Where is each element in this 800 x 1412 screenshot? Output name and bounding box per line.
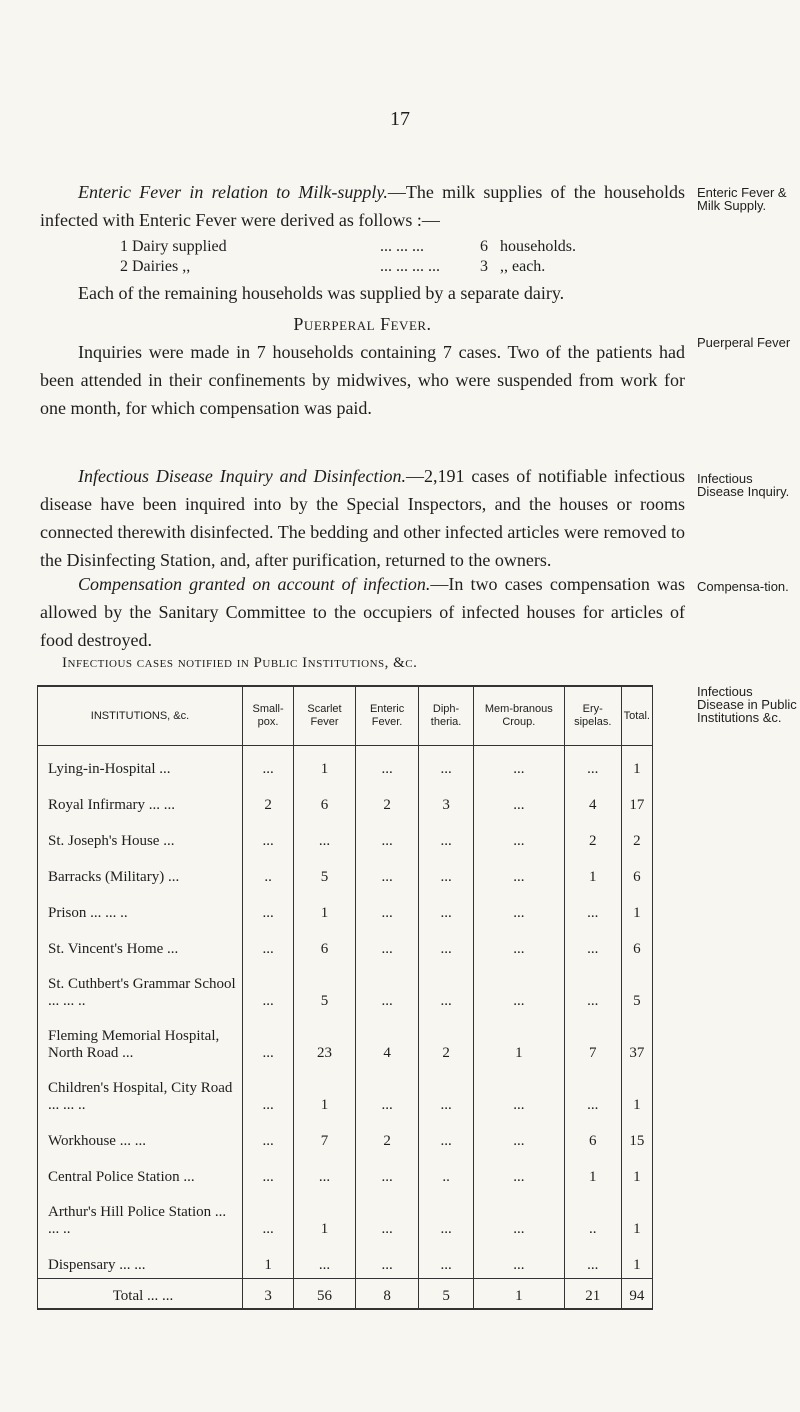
table-cell: 56 xyxy=(294,1279,356,1310)
table-cell: ... xyxy=(564,1242,621,1279)
institution-name: Arthur's Hill Police Station ... ... .. xyxy=(38,1190,243,1242)
col-header: INSTITUTIONS, &c. xyxy=(38,686,243,746)
table-cell: 2 xyxy=(355,782,418,818)
table-cell: 4 xyxy=(564,782,621,818)
table-cell: ... xyxy=(243,1118,294,1154)
table-cell: ... xyxy=(564,962,621,1014)
col-header: Ery-sipelas. xyxy=(564,686,621,746)
institution-name: Total ... ... xyxy=(38,1279,243,1310)
remaining-households-text: Each of the remaining households was supplied by a separate dairy. xyxy=(78,283,565,303)
table-cell: ... xyxy=(355,746,418,783)
table-cell: ... xyxy=(243,746,294,783)
table-cell: 6 xyxy=(294,782,356,818)
table-cell: ... xyxy=(564,890,621,926)
margin-note-institutions: Infectious Disease in Public Institutions &c. xyxy=(697,684,797,725)
table-cell: 21 xyxy=(564,1279,621,1310)
table-cell: 4 xyxy=(355,1014,418,1066)
compensation-text: —In two cases compensation was allowed by the Sanitary Committee to the occupiers of infected houses for articles of food destroyed. xyxy=(40,574,685,650)
table-cell: .. xyxy=(243,854,294,890)
table-row xyxy=(38,818,653,854)
table-cell: 15 xyxy=(621,1118,652,1154)
table-cell: ... xyxy=(243,1014,294,1066)
table-cell: 5 xyxy=(621,962,652,1014)
institution-name: St. Cuthbert's Grammar School ... ... .. xyxy=(38,962,243,1014)
table-cell: ... xyxy=(419,854,474,890)
table-cell: ... xyxy=(243,1190,294,1242)
enteric-heading: Enteric Fever in relation to Milk-supply. xyxy=(78,182,388,202)
table-cell: 1 xyxy=(243,1242,294,1279)
table-cell: 6 xyxy=(564,1118,621,1154)
table-cell: 1 xyxy=(564,1154,621,1190)
institution-name: Central Police Station ... xyxy=(38,1154,243,1190)
table-cell: 23 xyxy=(294,1014,356,1066)
table-cell: 6 xyxy=(294,926,356,962)
margin-note-compensation: Compensa-tion. xyxy=(697,579,789,594)
table-cell: ... xyxy=(473,854,564,890)
col-header: Mem-branous Croup. xyxy=(473,686,564,746)
institution-name: Prison ... ... .. xyxy=(38,890,243,926)
table-row xyxy=(38,782,653,818)
table-cell: 7 xyxy=(564,1014,621,1066)
institution-name: Royal Infirmary ... ... xyxy=(38,782,243,818)
table-cell: 3 xyxy=(419,782,474,818)
table-cell: 6 xyxy=(621,926,652,962)
page-number: 17 xyxy=(390,108,410,130)
table-cell: ... xyxy=(419,962,474,1014)
table-cell: ... xyxy=(473,782,564,818)
infectious-text: —2,191 cases of notifiable infectious disease have been inquired into by the Special Inspectors, and the houses or rooms connected therewith disinfected. The bedding and other infected articles were removed to the Disinfecting Station, and, after purification, returned to the owners. xyxy=(40,466,685,570)
table-cell: ... xyxy=(419,1242,474,1279)
table-row xyxy=(38,1118,653,1154)
col-header: Total. xyxy=(621,686,652,746)
table-cell: 8 xyxy=(355,1279,418,1310)
table-cell: 94 xyxy=(621,1279,652,1310)
institution-name: Fleming Memorial Hospital, North Road ... xyxy=(38,1014,243,1066)
table-cell: ... xyxy=(419,926,474,962)
table-cell: ... xyxy=(243,1066,294,1118)
table-cell: ... xyxy=(243,962,294,1014)
table-cell: ... xyxy=(473,818,564,854)
table-cell: ... xyxy=(243,926,294,962)
institution-name: St. Joseph's House ... xyxy=(38,818,243,854)
table-cell: ... xyxy=(473,1118,564,1154)
table-cell: 2 xyxy=(355,1118,418,1154)
table-cell: ... xyxy=(473,1154,564,1190)
table-cell: 5 xyxy=(294,962,356,1014)
table-cell: ... xyxy=(473,1066,564,1118)
table-cell: ... xyxy=(294,818,356,854)
table-cell: 6 xyxy=(621,854,652,890)
table-row xyxy=(38,854,653,890)
enteric-paragraph xyxy=(40,178,685,234)
table-cell: ... xyxy=(355,890,418,926)
enteric-text: —The milk supplies of the households infected with Enteric Fever were derived as follows :— xyxy=(40,182,685,230)
table-row xyxy=(38,1014,653,1066)
infectious-heading: Infectious Disease Inquiry and Disinfection. xyxy=(78,466,406,486)
table-header-row xyxy=(38,686,653,746)
table-cell: ... xyxy=(355,854,418,890)
puerperal-text: Inquiries were made in 7 households containing 7 cases. Two of the patients had been attended in their confinements by midwives, who were suspended from work for one month, for which compensation was paid. xyxy=(40,342,685,418)
table-cell: ... xyxy=(419,1190,474,1242)
table-cell: 1 xyxy=(294,1066,356,1118)
table-cell: ... xyxy=(243,890,294,926)
table-cell: 5 xyxy=(419,1279,474,1310)
table-cell: .. xyxy=(564,1190,621,1242)
table-cell: 5 xyxy=(294,854,356,890)
table-row xyxy=(38,962,653,1014)
table-cell: ... xyxy=(355,1066,418,1118)
table-cell: ... xyxy=(419,746,474,783)
puerperal-heading: Puerperal Fever. xyxy=(293,314,432,334)
puerperal-section xyxy=(40,310,685,422)
table-cell: 1 xyxy=(621,1154,652,1190)
col-header: Scarlet Fever xyxy=(294,686,356,746)
table-row xyxy=(38,746,653,783)
table-cell: ... xyxy=(419,818,474,854)
table-cell: ... xyxy=(473,1242,564,1279)
table-cell: 1 xyxy=(473,1014,564,1066)
dairy-row: 1 Dairy supplied ... ... ... 6 households. xyxy=(120,238,576,255)
table-cell: ... xyxy=(355,1190,418,1242)
institutions-table xyxy=(37,685,653,1310)
col-header: Enteric Fever. xyxy=(355,686,418,746)
col-header: Diph-theria. xyxy=(419,686,474,746)
compensation-heading: Compensation granted on account of infection. xyxy=(78,574,431,594)
table-cell: ... xyxy=(355,1154,418,1190)
table-cell: ... xyxy=(419,1066,474,1118)
table-cell: ... xyxy=(473,746,564,783)
table-row xyxy=(38,1066,653,1118)
table-cell: ... xyxy=(243,1154,294,1190)
table-cell: ... xyxy=(243,818,294,854)
table-cell: ... xyxy=(473,1190,564,1242)
margin-note-puerperal: Puerperal Fever xyxy=(697,335,791,350)
table-cell: 3 xyxy=(243,1279,294,1310)
compensation-paragraph xyxy=(40,570,685,654)
table-cell: 1 xyxy=(621,1190,652,1242)
table-cell: 1 xyxy=(294,1190,356,1242)
table-cell: ... xyxy=(355,818,418,854)
table-row xyxy=(38,1190,653,1242)
table-cell: ... xyxy=(419,1118,474,1154)
table-cell: 1 xyxy=(621,890,652,926)
dairy-row: 2 Dairies ,, ... ... ... ... 3 ,, each. xyxy=(120,258,546,275)
table-cell: ... xyxy=(564,926,621,962)
table-cell: 2 xyxy=(243,782,294,818)
table-cell: .. xyxy=(419,1154,474,1190)
table-cell: 1 xyxy=(621,1066,652,1118)
table-cell: ... xyxy=(355,1242,418,1279)
table-cell: 1 xyxy=(294,890,356,926)
margin-note-enteric: Enteric Fever & Milk Supply. xyxy=(697,185,787,213)
table-cell: ... xyxy=(473,926,564,962)
table-cell: 2 xyxy=(419,1014,474,1066)
table-cell: 1 xyxy=(621,746,652,783)
margin-note-infectious: Infectious Disease Inquiry. xyxy=(697,471,790,499)
col-header: Small-pox. xyxy=(243,686,294,746)
institution-name: St. Vincent's Home ... xyxy=(38,926,243,962)
table-cell: 2 xyxy=(564,818,621,854)
table-cell: ... xyxy=(355,962,418,1014)
table-total-row xyxy=(38,1279,653,1310)
table-cell: ... xyxy=(564,1066,621,1118)
infectious-paragraph xyxy=(40,462,685,574)
institution-name: Dispensary ... ... xyxy=(38,1242,243,1279)
table-cell: 2 xyxy=(621,818,652,854)
table-cell: 1 xyxy=(564,854,621,890)
table-cell: 1 xyxy=(294,746,356,783)
institution-name: Barracks (Military) ... xyxy=(38,854,243,890)
table-cell: 1 xyxy=(621,1242,652,1279)
table-row xyxy=(38,890,653,926)
table-cell: ... xyxy=(419,890,474,926)
table-row xyxy=(38,1154,653,1190)
institution-name: Children's Hospital, City Road ... ... .. xyxy=(38,1066,243,1118)
table-cell: 1 xyxy=(473,1279,564,1310)
table-cell: ... xyxy=(473,962,564,1014)
table-cell: ... xyxy=(564,746,621,783)
institution-name: Lying-in-Hospital ... xyxy=(38,746,243,783)
table-row xyxy=(38,926,653,962)
table-cell: ... xyxy=(473,890,564,926)
table-title: Infectious cases notified in Public Institutions, &c. xyxy=(62,655,418,671)
table-cell: ... xyxy=(294,1242,356,1279)
table-cell: ... xyxy=(294,1154,356,1190)
dairy-list xyxy=(120,237,576,277)
institution-name: Workhouse ... ... xyxy=(38,1118,243,1154)
table-row xyxy=(38,1242,653,1279)
table-cell: ... xyxy=(355,926,418,962)
table-cell: 17 xyxy=(621,782,652,818)
table-cell: 7 xyxy=(294,1118,356,1154)
table-cell: 37 xyxy=(621,1014,652,1066)
